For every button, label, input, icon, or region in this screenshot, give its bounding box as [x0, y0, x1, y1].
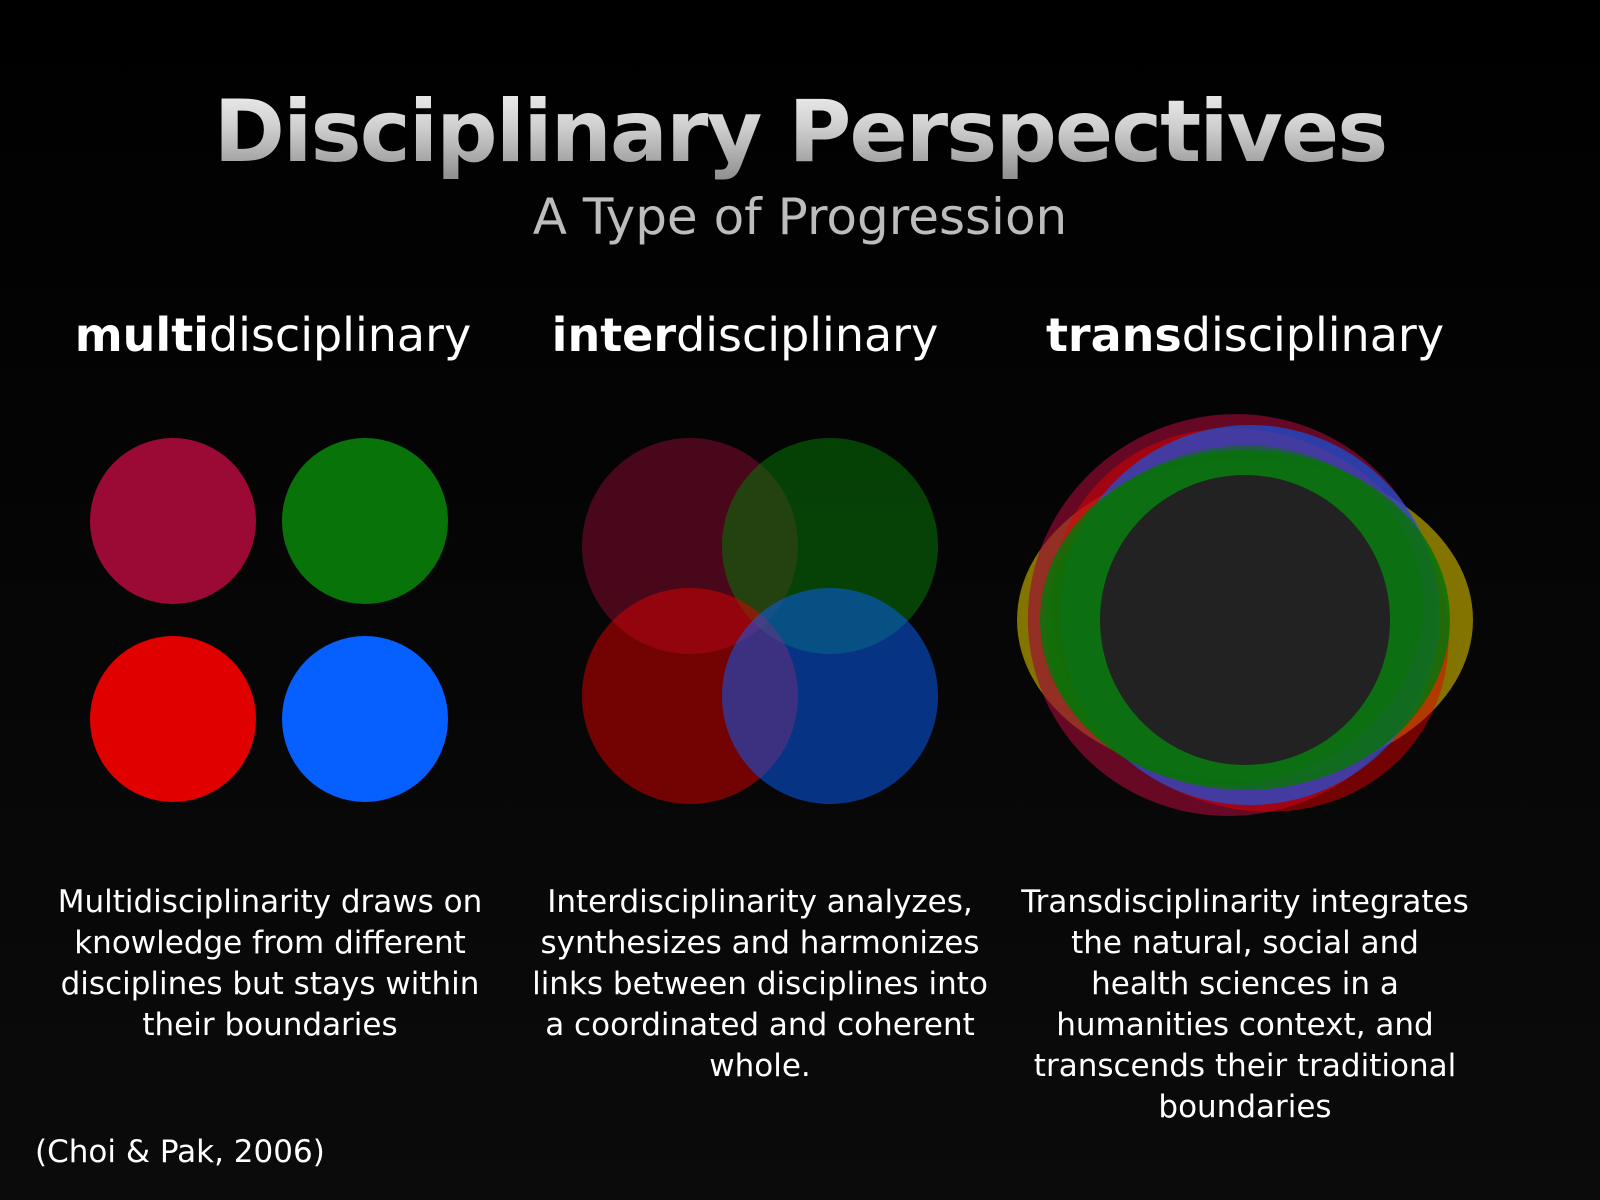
circle-blue: [282, 636, 448, 802]
multidisciplinary-diagram: [70, 420, 470, 820]
transdisciplinary-diagram: [1000, 400, 1480, 840]
slide-subtitle: A Type of Progression: [532, 188, 1068, 246]
heading-prefix: multi: [74, 308, 209, 362]
slide-title: Disciplinary Perspectives: [0, 82, 1600, 182]
description-interdisciplinary: Interdisciplinarity analyzes, synthesizes and harmonizes links between disciplines into a coordinated and coherent whole.: [532, 884, 988, 1084]
heading-transdisciplinary: [1030, 305, 1460, 365]
description-transdisciplinary: Transdisciplinarity integrates the natural, social and health sciences in a humanities context, and transcends their traditional boundaries: [1021, 884, 1469, 1125]
heading-suffix: disciplinary: [208, 308, 472, 362]
circle-crimson: [90, 438, 256, 604]
interdisciplinary-diagram: [560, 420, 960, 820]
heading-suffix: disciplinary: [676, 308, 939, 362]
heading-interdisciplinary: [545, 305, 945, 365]
circle-blue: [722, 588, 938, 804]
citation: (Choi & Pak, 2006): [35, 1134, 325, 1170]
circle-green: [282, 438, 448, 604]
heading-prefix: inter: [551, 308, 677, 362]
center-core: [1100, 475, 1390, 765]
circle-red: [90, 636, 256, 802]
description-multidisciplinary: Multidisciplinarity draws on knowledge from different disciplines but stays within their boundaries: [57, 884, 483, 1043]
heading-prefix: trans: [1045, 308, 1182, 362]
heading-suffix: disciplinary: [1181, 308, 1445, 362]
heading-multidisciplinary: [73, 305, 473, 365]
